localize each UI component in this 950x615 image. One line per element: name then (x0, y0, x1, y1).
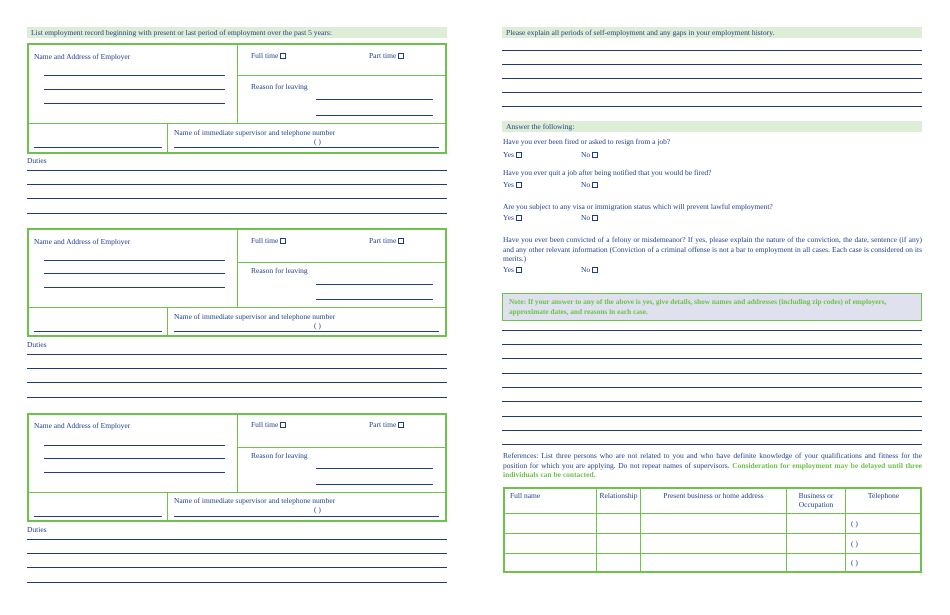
duties-line[interactable] (27, 567, 447, 568)
part-time-label: Part time (369, 420, 397, 429)
q3-yes-checkbox[interactable] (516, 215, 522, 221)
ref-col-header-full-name: Full name (503, 487, 597, 514)
job-title-line[interactable] (34, 147, 162, 148)
full-time-option[interactable] (251, 236, 286, 245)
duties-line[interactable] (27, 198, 447, 199)
employer-address-line[interactable] (44, 287, 225, 288)
reason-for-leaving-label: Reason for leaving (251, 82, 308, 91)
yes-label: Yes (503, 180, 514, 189)
question-4: Have you ever been convicted of a felony or misdemeanor? If yes, please explain the nature of the conviction, the date, sentence (if any) and any other relevant information (Conviction of a criminal offense is not a bar to employment in all cases. Each case is considered on its merits.) (503, 235, 922, 263)
no-label: No (581, 150, 591, 159)
part-time-checkbox[interactable] (398, 53, 404, 59)
details-line[interactable] (502, 401, 922, 402)
details-line[interactable] (502, 330, 922, 331)
ref-cell[interactable] (503, 533, 597, 554)
ref-phone-cell[interactable] (845, 533, 922, 554)
ref-cell[interactable] (503, 513, 597, 534)
ref-cell[interactable] (596, 513, 641, 534)
supervisor-phone-parens: ( ) (314, 137, 321, 146)
duties-label: Duties (27, 525, 47, 534)
employer-address-line[interactable] (44, 445, 225, 446)
self-employment-header: Please explain all periods of self-employment and any gaps in your employment history. (502, 27, 922, 38)
employer-address-line[interactable] (44, 458, 225, 459)
question-2: Have you ever quit a job after being notified that you would be fired? (503, 168, 712, 177)
full-time-label: Full time (251, 236, 279, 245)
employer-address-line[interactable] (44, 260, 225, 261)
duties-line[interactable] (27, 539, 447, 540)
details-line[interactable] (502, 430, 922, 431)
ref-cell[interactable] (596, 533, 641, 554)
supervisor-phone-parens: ( ) (314, 505, 321, 514)
duties-line[interactable] (27, 397, 447, 398)
employer-address-line[interactable] (44, 89, 225, 90)
employer-address-line[interactable] (44, 273, 225, 274)
part-time-checkbox[interactable] (398, 238, 404, 244)
explanation-line[interactable] (502, 78, 922, 79)
details-line[interactable] (502, 416, 922, 417)
supervisor-label: Name of immediate supervisor and telephone number (174, 496, 336, 505)
part-time-option[interactable] (369, 420, 404, 429)
employer-name-label: Name and Address of Employer (34, 52, 131, 61)
supervisor-label: Name of immediate supervisor and telephone number (174, 312, 336, 321)
q1-yes-option[interactable] (503, 150, 522, 159)
part-time-checkbox[interactable] (398, 422, 404, 428)
ref-cell[interactable] (640, 513, 787, 534)
duties-line[interactable] (27, 553, 447, 554)
details-line[interactable] (502, 387, 922, 388)
no-label: No (581, 213, 591, 222)
duties-line[interactable] (27, 368, 447, 369)
duties-label: Duties (27, 156, 47, 165)
full-time-label: Full time (251, 51, 279, 60)
details-line[interactable] (502, 344, 922, 345)
q3-yes-option[interactable] (503, 213, 522, 222)
reason-line[interactable] (316, 484, 433, 485)
duties-line[interactable] (27, 213, 447, 214)
ref-col-header-relationship: Relationship (596, 487, 641, 514)
ref-cell[interactable] (503, 553, 597, 573)
full-time-checkbox[interactable] (280, 238, 286, 244)
q4-yes-checkbox[interactable] (516, 267, 522, 273)
ref-col-header-occupation: Business or Occupation (786, 487, 846, 514)
job-title-line[interactable] (34, 331, 162, 332)
supervisor-label: Name of immediate supervisor and telephone number (174, 128, 336, 137)
q4-yes-option[interactable] (503, 265, 522, 274)
q4-no-option[interactable] (581, 265, 598, 274)
duties-line[interactable] (27, 382, 447, 383)
q3-no-checkbox[interactable] (592, 215, 598, 221)
full-time-checkbox[interactable] (280, 422, 286, 428)
q2-yes-option[interactable] (503, 180, 522, 189)
yes-label: Yes (503, 265, 514, 274)
ref-cell[interactable] (596, 553, 641, 573)
employer-address-line[interactable] (44, 472, 225, 473)
explanation-line[interactable] (502, 106, 922, 107)
q3-no-option[interactable] (581, 213, 598, 222)
references-text: References: List three persons who are not related to you and who have definite knowledge of your qualifications and fitness for the position for which you are applying. Do not repeat names of supervisors. (503, 451, 922, 470)
ref-cell[interactable] (786, 513, 846, 534)
reason-line[interactable] (316, 284, 433, 285)
q2-no-option[interactable] (581, 180, 598, 189)
explanation-line[interactable] (502, 64, 922, 65)
employment-record-header: List employment record beginning with present or last period of employment over the past 5 years: (27, 27, 447, 38)
reason-for-leaving-label: Reason for leaving (251, 266, 308, 275)
yes-label: Yes (503, 150, 514, 159)
reason-for-leaving-label: Reason for leaving (251, 451, 308, 460)
question-1: Have you ever been fired or asked to resign from a job? (503, 137, 671, 146)
q4-no-checkbox[interactable] (592, 267, 598, 273)
duties-line[interactable] (27, 354, 447, 355)
ref-phone-parens: ( ) (851, 539, 858, 548)
ref-cell[interactable] (786, 553, 846, 573)
references-instructions (503, 451, 922, 480)
full-time-option[interactable] (251, 51, 286, 60)
supervisor-line[interactable] (174, 331, 439, 332)
duties-line[interactable] (27, 184, 447, 185)
employer-address-line[interactable] (44, 75, 225, 76)
no-label: No (581, 265, 591, 274)
part-time-label: Part time (369, 51, 397, 60)
supervisor-phone-parens: ( ) (314, 321, 321, 330)
job-title-line[interactable] (34, 516, 162, 517)
ref-cell[interactable] (640, 533, 787, 554)
q2-no-checkbox[interactable] (592, 182, 598, 188)
ref-phone-cell[interactable] (845, 553, 922, 573)
explanation-line[interactable] (502, 50, 922, 51)
full-time-label: Full time (251, 420, 279, 429)
supervisor-line[interactable] (174, 147, 439, 148)
employer-name-label: Name and Address of Employer (34, 237, 131, 246)
q1-no-option[interactable] (581, 150, 598, 159)
question-3: Are you subject to any visa or immigration status which will prevent lawful employment? (503, 202, 773, 211)
ref-col-header-telephone: Telephone (845, 487, 922, 514)
q2-yes-checkbox[interactable] (516, 182, 522, 188)
duties-label: Duties (27, 340, 47, 349)
details-line[interactable] (502, 444, 922, 445)
duties-line[interactable] (27, 582, 447, 583)
reason-line[interactable] (316, 115, 433, 116)
ref-cell[interactable] (786, 533, 846, 554)
answer-following-header: Answer the following: (502, 121, 922, 132)
ref-col-header-address: Present business or home address (640, 487, 787, 514)
reason-line[interactable] (316, 99, 433, 100)
duties-line[interactable] (27, 170, 447, 171)
supervisor-line[interactable] (174, 516, 439, 517)
employer-address-line[interactable] (44, 103, 225, 104)
explanation-line[interactable] (502, 92, 922, 93)
ref-cell[interactable] (640, 553, 787, 573)
employer-name-label: Name and Address of Employer (34, 421, 131, 430)
part-time-label: Part time (369, 236, 397, 245)
references-warning: Consideration for employment may be delayed until three individuals can be contacted. (503, 460, 923, 479)
reason-line[interactable] (316, 299, 433, 300)
ref-phone-parens: ( ) (851, 558, 858, 567)
q1-yes-checkbox[interactable] (516, 152, 522, 158)
part-time-option[interactable] (369, 51, 404, 60)
no-label: No (581, 180, 591, 189)
ref-phone-cell[interactable] (845, 513, 922, 534)
q1-no-checkbox[interactable] (592, 152, 598, 158)
details-line[interactable] (502, 358, 922, 359)
reason-line[interactable] (316, 468, 433, 469)
ref-phone-parens: ( ) (851, 519, 858, 528)
full-time-option[interactable] (251, 420, 286, 429)
full-time-checkbox[interactable] (280, 53, 286, 59)
yes-label: Yes (503, 213, 514, 222)
part-time-option[interactable] (369, 236, 404, 245)
details-note: Note: If your answer to any of the above is yes, give details, show names and addresses (including zip codes) of employers, approximate dates, and reasons in each case. (502, 293, 922, 321)
details-line[interactable] (502, 373, 922, 374)
